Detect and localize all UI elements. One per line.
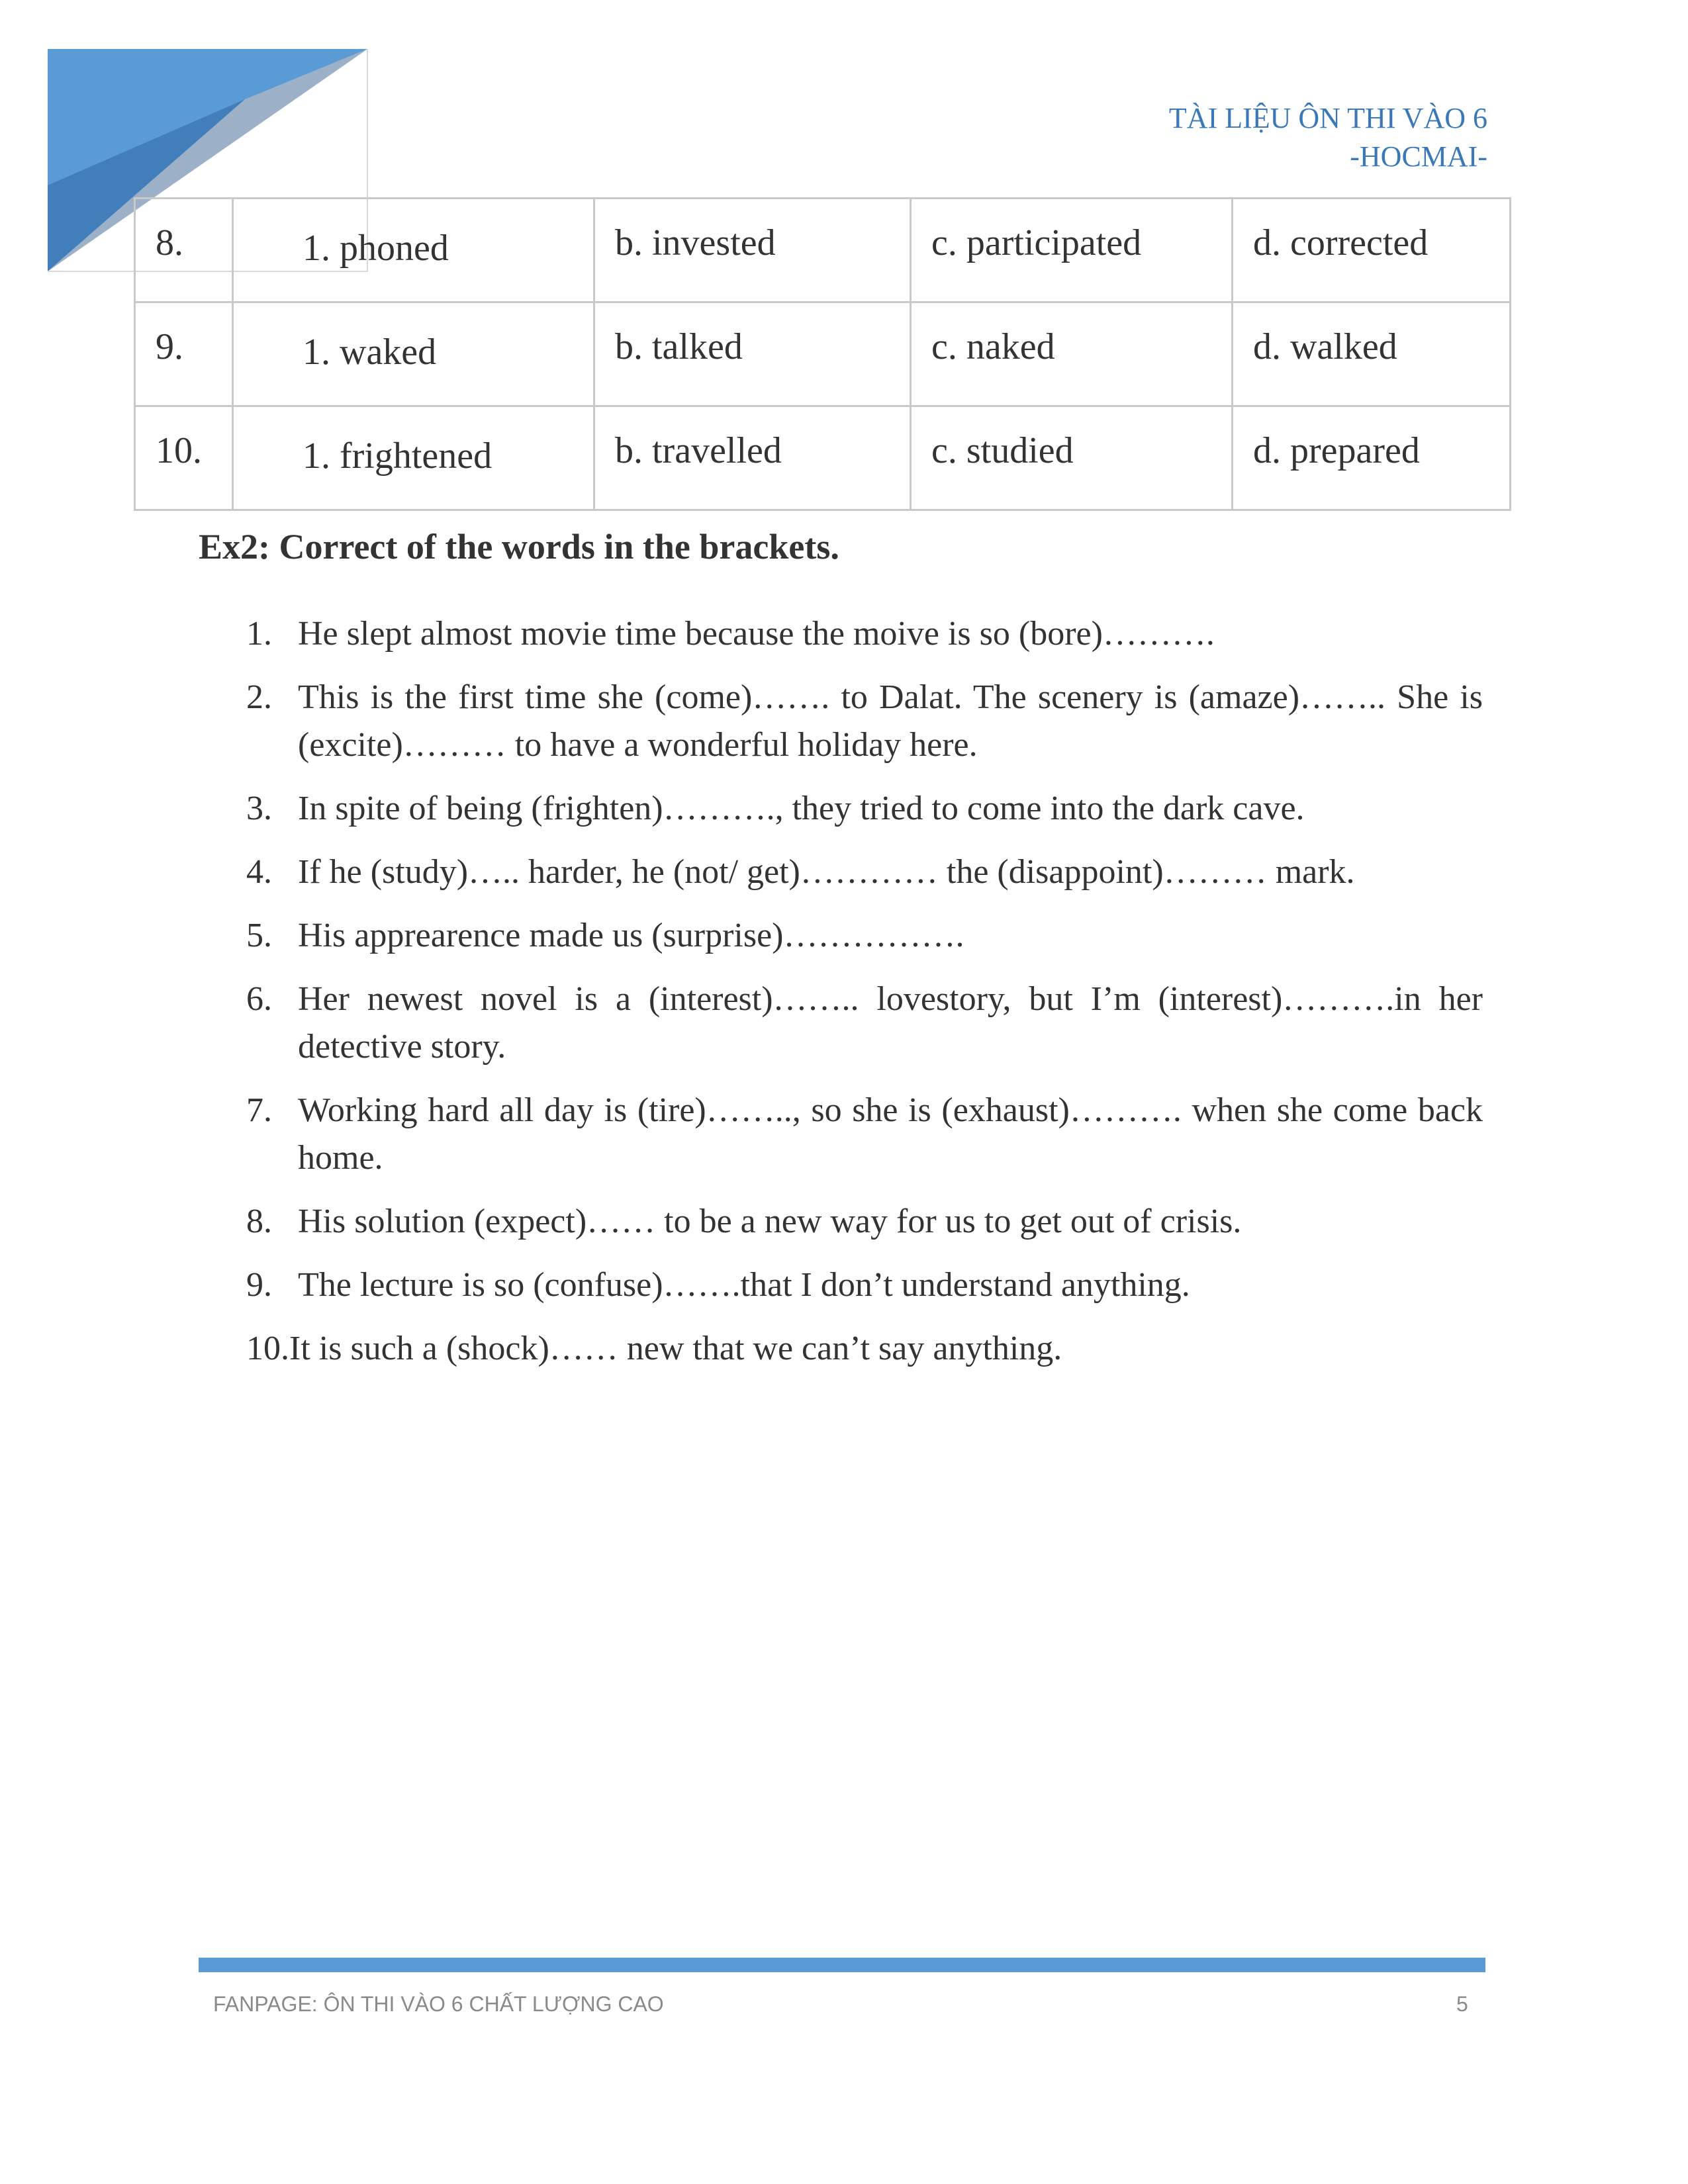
question-number-cell: 10.: [135, 406, 233, 510]
item-text: In spite of being (frighten)………., they tried to come into the dark cave.: [298, 790, 1305, 827]
list-item: [246, 674, 1483, 769]
option-a-cell: 1. phoned: [233, 199, 594, 302]
table-row: [135, 406, 1511, 510]
list-item: [246, 1087, 1483, 1182]
item-number: 10.: [246, 1330, 289, 1367]
footer-divider-bar: [199, 1958, 1485, 1972]
item-text: Working hard all day is (tire)…….., so she is (exhaust)………. when she come back home.: [298, 1091, 1483, 1177]
item-text: If he (study)….. harder, he (not/ get)………… the (disappoint)……… mark.: [298, 853, 1355, 891]
question-number-cell: 8.: [135, 199, 233, 302]
item-text: The lecture is so (confuse)…….that I don’t understand anything.: [298, 1266, 1190, 1304]
item-number: 9.: [246, 1266, 272, 1304]
option-a-cell: 1. waked: [233, 302, 594, 406]
list-item: [246, 912, 1483, 960]
option-b-cell: b. invested: [594, 199, 911, 302]
header-line1: TÀI LIỆU ÔN THI VÀO 6: [1168, 102, 1487, 134]
option-a-cell: 1. frightened: [233, 406, 594, 510]
list-item: [246, 610, 1483, 658]
item-text: His solution (expect)…… to be a new way for us to get out of crisis.: [298, 1203, 1242, 1240]
item-text: His apprearence made us (surprise)…………….: [298, 917, 964, 954]
option-d-cell: d. corrected: [1233, 199, 1511, 302]
item-number: 3.: [246, 790, 272, 827]
footer-fanpage-text: FANPAGE: ÔN THI VÀO 6 CHẤT LƯỢNG CAO: [213, 1992, 664, 2016]
option-c-cell: c. naked: [911, 302, 1233, 406]
item-number: 8.: [246, 1203, 272, 1240]
list-item: [246, 1198, 1483, 1246]
question-number-cell: 9.: [135, 302, 233, 406]
item-text: This is the first time she (come)……. to Dalat. The scenery is (amaze)…….. She is (excite)……… to have a wonderful holiday here.: [298, 678, 1483, 764]
item-text: Her newest novel is a (interest)…….. lovestory, but I’m (interest)……….in her detective story.: [298, 980, 1483, 1066]
answer-table: [134, 197, 1511, 511]
list-item: [246, 976, 1483, 1071]
item-text: It is such a (shock)…… new that we can’t say anything.: [289, 1330, 1062, 1367]
list-item: [246, 848, 1483, 896]
option-b-cell: b. talked: [594, 302, 911, 406]
option-b-cell: b. travelled: [594, 406, 911, 510]
exercise-list: [246, 610, 1483, 1388]
item-text: He slept almost movie time because the moive is so (bore)……….: [298, 615, 1215, 653]
option-d-cell: d. walked: [1233, 302, 1511, 406]
item-number: 1.: [246, 615, 272, 653]
option-c-cell: c. studied: [911, 406, 1233, 510]
item-number: 4.: [246, 853, 272, 891]
option-d-cell: d. prepared: [1233, 406, 1511, 510]
item-number: 2.: [246, 678, 272, 716]
document-header: [1169, 99, 1487, 176]
header-line2: -HOCMAI-: [1350, 140, 1487, 173]
item-number: 7.: [246, 1091, 272, 1129]
list-item: [246, 785, 1483, 833]
list-item: [246, 1261, 1483, 1309]
page-number: 5: [1456, 1992, 1468, 2016]
item-number: 6.: [246, 980, 272, 1018]
table-row: [135, 302, 1511, 406]
item-number: 5.: [246, 917, 272, 954]
list-item: [246, 1325, 1483, 1373]
table-row: [135, 199, 1511, 302]
exercise-heading: Ex2: Correct of the words in the brackets.: [199, 527, 839, 567]
option-c-cell: c. participated: [911, 199, 1233, 302]
